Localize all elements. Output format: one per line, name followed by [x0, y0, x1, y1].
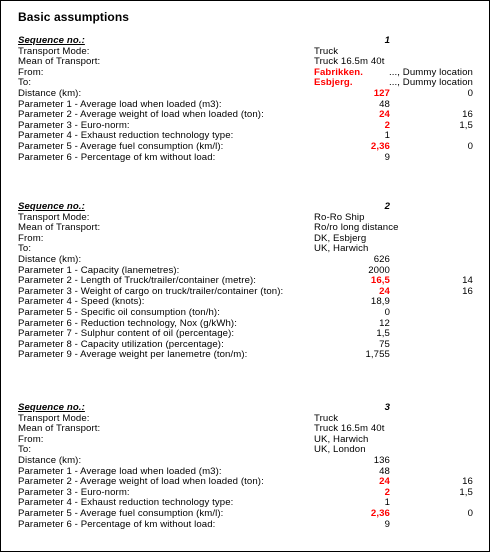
parameter-value: 9 — [384, 151, 390, 163]
parameter-value: 1 — [384, 130, 390, 142]
parameter-label: Parameter 6 - Percentage of km without load: — [18, 151, 216, 163]
sequence-number: 3 — [384, 402, 390, 413]
parameter-value: 16,5 — [370, 275, 390, 287]
field-label: Transport Mode: — [18, 45, 90, 57]
parameter-row — [1, 350, 489, 361]
parameter-label: Parameter 4 - Exhaust reduction technology type: — [18, 497, 234, 509]
parameter-label: Parameter 4 - Speed (knots): — [18, 296, 145, 308]
parameter-label: Parameter 6 - Reduction technology, Nox (g/kWh): — [18, 317, 237, 329]
field-value: Ro/ro long distance — [314, 222, 399, 234]
field-value: Truck — [314, 45, 339, 57]
parameter-label: Parameter 1 - Average load when loaded (m3): — [18, 465, 222, 477]
parameter-value: 75 — [379, 338, 390, 350]
sequence-label: Sequence no.: — [18, 35, 85, 46]
parameter-value: 24 — [379, 109, 390, 121]
field-value: UK, London — [314, 444, 366, 456]
field-label: From: — [18, 66, 44, 78]
distance-row — [1, 255, 489, 266]
parameter-label: Parameter 5 - Average fuel consumption (km/l): — [18, 507, 224, 519]
field-value: Esbjerg. — [314, 77, 353, 89]
field-value: Truck 16.5m 40t — [314, 423, 385, 435]
from-row — [1, 435, 489, 446]
parameter-value: 2,36 — [370, 507, 390, 519]
parameter-label: Parameter 3 - Weight of cargo on truck/trailer/container (ton): — [18, 285, 284, 297]
parameter-extra: 16 — [462, 109, 473, 121]
parameter-extra: 14 — [462, 275, 473, 287]
field-label: Distance (km): — [18, 87, 82, 99]
parameter-label: Parameter 2 - Average weight of load when loaded (ton): — [18, 476, 264, 488]
field-value: Truck 16.5m 40t — [314, 56, 385, 68]
sequence-number: 2 — [384, 201, 390, 212]
parameter-label: Parameter 1 - Average load when loaded (m3): — [18, 98, 222, 110]
parameter-label: Parameter 4 - Exhaust reduction technology type: — [18, 130, 234, 142]
field-value: 136 — [373, 454, 390, 466]
sequence-number: 1 — [384, 35, 390, 46]
sequence-label: Sequence no.: — [18, 201, 85, 212]
mean-of-transport-row — [1, 424, 489, 435]
parameter-row — [1, 509, 489, 520]
field-label: To: — [18, 444, 32, 456]
parameter-label: Parameter 3 - Euro-norm: — [18, 119, 130, 131]
parameter-value: 1,5 — [376, 328, 390, 340]
page-title: Basic assumptions — [18, 10, 130, 24]
parameter-value: 1,755 — [365, 349, 390, 361]
field-value: DK, Esbjerg — [314, 232, 367, 244]
parameter-label: Parameter 1 - Capacity (lanemetres): — [18, 264, 180, 276]
field-label: Mean of Transport: — [18, 56, 101, 68]
parameter-value: 9 — [384, 518, 390, 530]
sequence-section-2 — [1, 202, 489, 361]
sequence-row — [1, 403, 489, 414]
field-label: To: — [18, 243, 32, 255]
field-label: Transport Mode: — [18, 211, 90, 223]
parameter-row — [1, 142, 489, 153]
field-value: Ro-Ro Ship — [314, 211, 365, 223]
parameter-row — [1, 308, 489, 319]
parameter-label: Parameter 9 - Average weight per lanemetre (ton/m): — [18, 349, 248, 361]
sequence-row — [1, 202, 489, 213]
sequence-label: Sequence no.: — [18, 402, 85, 413]
field-extra: ..., Dummy location — [388, 66, 473, 78]
field-value: Truck — [314, 412, 339, 424]
parameter-label: Parameter 5 - Specific oil consumption (ton/h): — [18, 306, 220, 318]
parameter-value: 48 — [379, 98, 390, 110]
parameter-extra: 1,5 — [459, 119, 473, 131]
field-extra: ..., Dummy location — [388, 77, 473, 89]
field-label: Mean of Transport: — [18, 423, 101, 435]
parameter-value: 48 — [379, 465, 390, 477]
field-label: Distance (km): — [18, 253, 82, 265]
distance-row — [1, 456, 489, 467]
parameter-value: 12 — [379, 317, 390, 329]
parameter-value: 0 — [384, 306, 390, 318]
parameter-extra: 0 — [467, 507, 473, 519]
parameter-extra: 1,5 — [459, 486, 473, 498]
parameter-label: Parameter 7 - Sulphur content of oil (percentage): — [18, 328, 235, 340]
distance-row — [1, 89, 489, 100]
field-label: Distance (km): — [18, 454, 82, 466]
parameter-value: 1 — [384, 497, 390, 509]
parameter-extra: 16 — [462, 285, 473, 297]
parameter-label: Parameter 8 - Capacity utilization (percentage): — [18, 338, 224, 350]
field-label: Transport Mode: — [18, 412, 90, 424]
field-label: To: — [18, 77, 32, 89]
field-label: From: — [18, 232, 44, 244]
field-value: 626 — [373, 253, 390, 265]
parameter-extra: 16 — [462, 476, 473, 488]
field-value: Fabrikken. — [314, 66, 363, 78]
parameter-extra: 0 — [467, 140, 473, 152]
field-label: Mean of Transport: — [18, 222, 101, 234]
parameter-label: Parameter 6 - Percentage of km without load: — [18, 518, 216, 530]
parameter-value: 2,36 — [370, 140, 390, 152]
field-extra: 0 — [467, 87, 473, 99]
parameter-row — [1, 153, 489, 164]
parameter-label: Parameter 2 - Average weight of load when loaded (ton): — [18, 109, 264, 121]
parameter-label: Parameter 2 - Length of Truck/trailer/container (metre): — [18, 275, 257, 287]
field-value: 127 — [373, 87, 390, 99]
parameter-label: Parameter 5 - Average fuel consumption (km/l): — [18, 140, 224, 152]
parameter-value: 2000 — [368, 264, 390, 276]
parameter-value: 24 — [379, 476, 390, 488]
parameter-value: 18,9 — [370, 296, 390, 308]
field-label: From: — [18, 433, 44, 445]
from-row — [1, 234, 489, 245]
parameter-value: 24 — [379, 285, 390, 297]
sequence-section-3 — [1, 403, 489, 530]
parameter-row — [1, 520, 489, 531]
sequence-row — [1, 36, 489, 47]
parameter-value: 2 — [384, 119, 390, 131]
parameter-label: Parameter 3 - Euro-norm: — [18, 486, 130, 498]
mean-of-transport-row — [1, 223, 489, 234]
field-value: UK, Harwich — [314, 433, 369, 445]
sequence-section-1 — [1, 36, 489, 163]
field-value: UK, Harwich — [314, 243, 369, 255]
parameter-value: 2 — [384, 486, 390, 498]
